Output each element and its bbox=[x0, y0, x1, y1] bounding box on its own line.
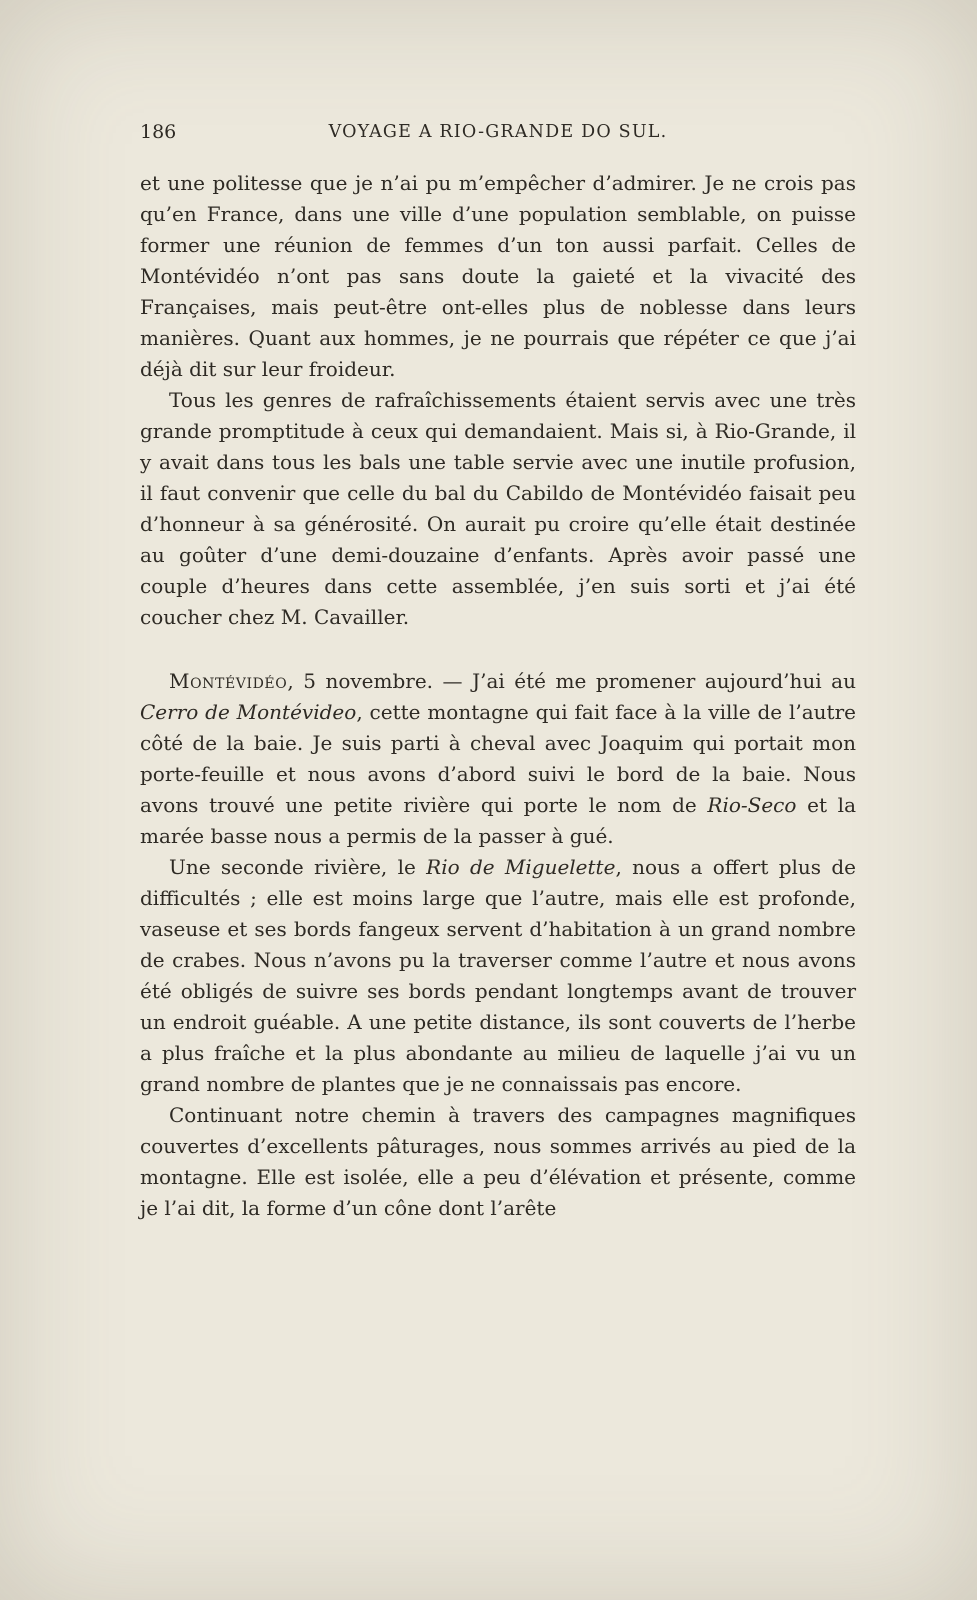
text-run: Une seconde rivière, le bbox=[169, 855, 427, 879]
paragraph bbox=[140, 666, 856, 852]
running-title: VOYAGE A RIO-GRANDE DO SUL. bbox=[328, 122, 668, 142]
text-run: Continuant notre chemin à travers des campagnes magnifiques couvertes d’excellents pâturages, nous sommes arrivés au pied de la montagne. Elle est isolée, elle a peu d’élévation et présente, comme je l’ai dit, la forme d’un cône dont l’arête bbox=[140, 1103, 856, 1220]
paragraph bbox=[140, 1100, 856, 1224]
paragraph bbox=[140, 168, 856, 385]
text-run: , nous a offert plus de difficultés ; elle est moins large que l’autre, mais elle est profonde, vaseuse et ses bords fangeux servent d’habitation à un grand nombre de crabes. Nous n’avons pu la traverser comme l’autre et nous avons été obligés de suivre ses bords pendant longtemps avant de trouver un endroit guéable. A une petite distance, ils sont couverts de l’herbe a plus fraîche et la plus abondante au milieu de laquelle j’ai vu un grand nombre de plantes que je ne connaissais pas encore. bbox=[140, 855, 856, 1096]
italic-text: Rio-Seco bbox=[707, 793, 797, 817]
smallcaps-text: Montévidéo bbox=[169, 669, 288, 693]
paragraph bbox=[140, 852, 856, 1100]
page-header bbox=[140, 118, 856, 150]
paragraph bbox=[140, 385, 856, 633]
text-run: , cette montagne qui fait face à la ville de l’autre côté de la baie. Je suis parti à cheval avec Joaquim qui portait mon porte-feuille et nous avons d’abord suivi le bord de la baie. Nous avons trouvé une petite rivière qui porte le nom de bbox=[140, 700, 856, 817]
italic-text: Rio de Miguelette bbox=[426, 855, 616, 879]
text-run: Tous les genres de rafraîchissements étaient servis avec une très grande promptitude à ceux qui demandaient. Mais si, à Rio-Grande, il y avait dans tous les bals une table servie avec une inutile profusion, il faut convenir que celle du bal du Cabildo de Montévidéo faisait peu d’honneur à sa générosité. On aurait pu croire qu’elle était destinée au goûter d’une demi-douzaine d’enfants. Après avoir passé une couple d’heures dans cette assemblée, j’en suis sorti et j’ai été coucher chez M. Cavailler. bbox=[140, 388, 856, 629]
body-text bbox=[140, 168, 856, 1224]
text-block bbox=[140, 118, 856, 1224]
text-run: , 5 novembre. — J’ai été me promener aujourd’hui au bbox=[287, 669, 856, 693]
page-number: 186 bbox=[140, 121, 177, 143]
text-run: et la marée basse nous a permis de la passer à gué. bbox=[140, 793, 856, 848]
italic-text: Cerro de Montévideo bbox=[140, 700, 357, 724]
text-run: et une politesse que je n’ai pu m’empêcher d’admirer. Je ne crois pas qu’en France, dans une ville d’une population semblable, on puisse former une réunion de femmes d’un ton aussi parfait. Celles de Montévidéo n’ont pas sans doute la gaieté et la vivacité des Françaises, mais peut-être ont-elles plus de noblesse dans leurs manières. Quant aux hommes, je ne pourrais que répéter ce que j’ai déjà dit sur leur froideur. bbox=[140, 171, 856, 381]
